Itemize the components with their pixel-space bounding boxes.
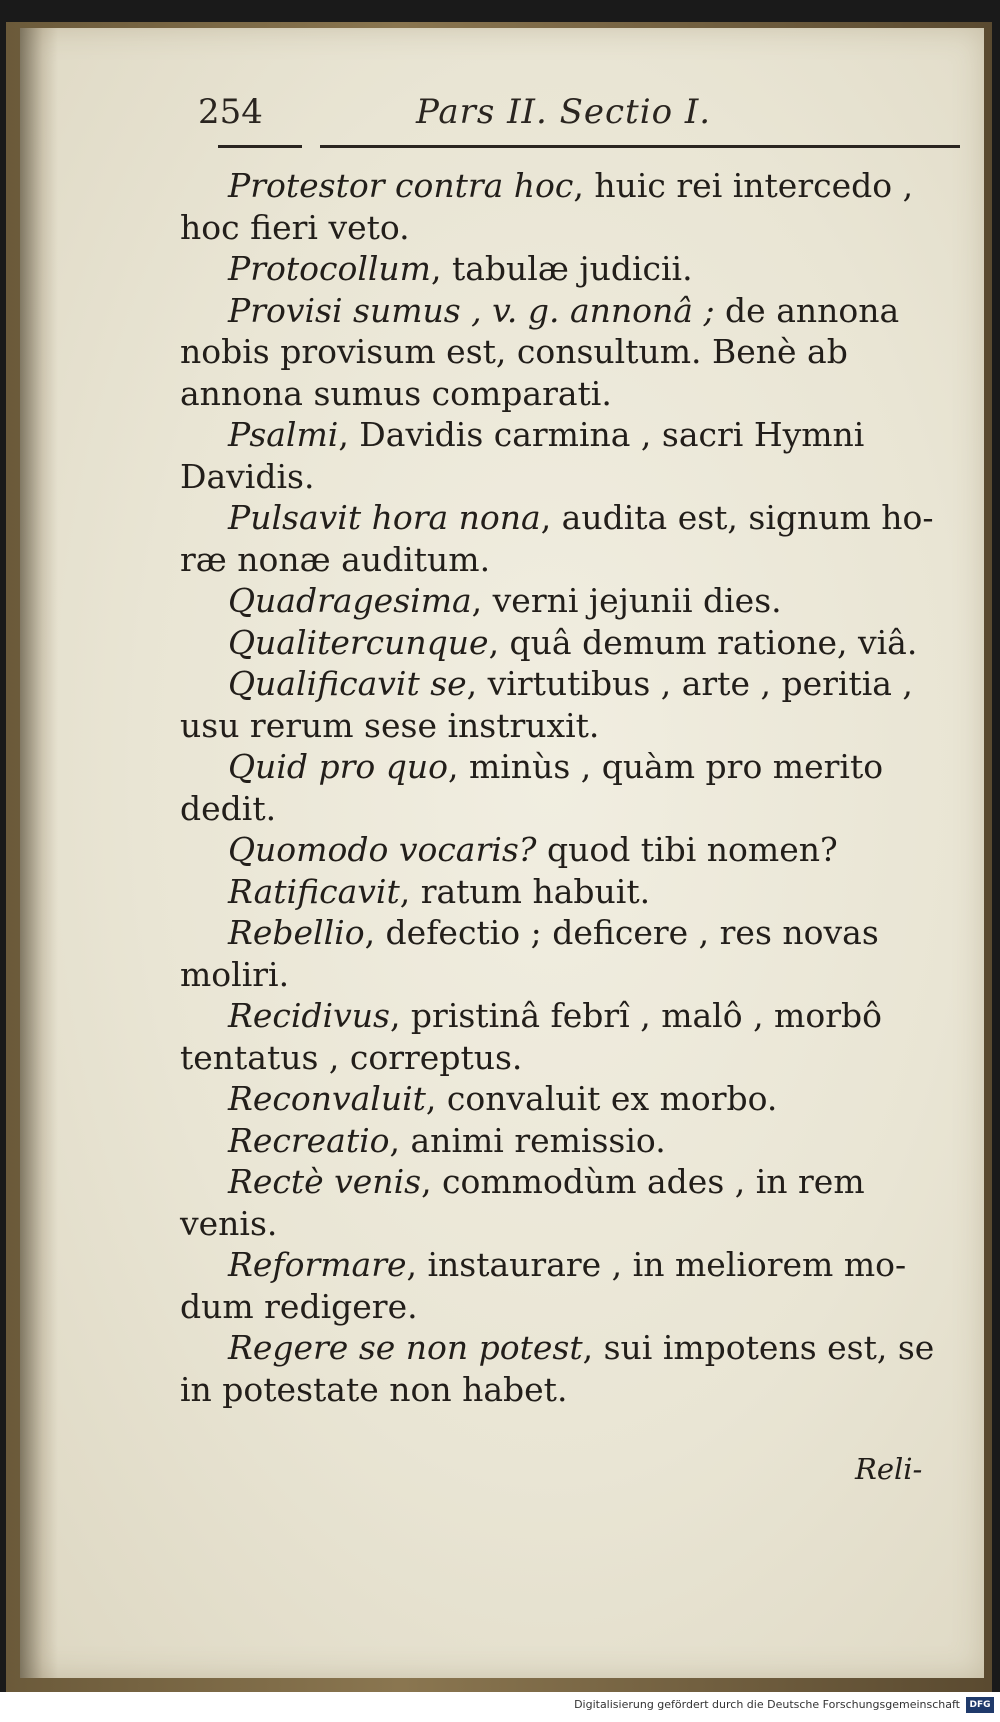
glossary-entry [180, 290, 955, 415]
glossary-entry [180, 1120, 955, 1162]
entry-definition: , Davidis carmina , sacri Hymni [338, 415, 865, 454]
entry-definition: , tabulæ judicii. [430, 249, 693, 288]
glossary-entry [180, 1161, 955, 1244]
entry-line [180, 497, 955, 539]
entry-definition: hoc fieri veto. [180, 207, 410, 247]
entry-line [180, 1120, 955, 1162]
entry-line [180, 871, 955, 913]
entry-line [180, 788, 955, 830]
entry-line [180, 1078, 955, 1120]
entry-line [180, 995, 955, 1037]
entry-definition: , animi remissio. [389, 1120, 666, 1160]
gutter-shadow [20, 28, 58, 1678]
entry-definition: , commodùm ades , in rem [421, 1162, 865, 1201]
entry-definition: , minùs , quàm pro merito [447, 747, 884, 786]
entry-line [180, 580, 955, 622]
entry-definition: dedit. [180, 788, 277, 828]
dfg-logo: DFG [966, 1697, 994, 1713]
entry-definition: usu rerum sese instruxit. [180, 705, 600, 745]
header-rule-long [320, 145, 960, 148]
entry-definition: quod tibi nomen? [536, 830, 838, 869]
entry-line [180, 1161, 955, 1203]
entry-line [180, 290, 955, 332]
entry-term: Qualificavit se [228, 664, 467, 703]
entry-definition: de annona [714, 290, 900, 330]
glossary-text [180, 165, 955, 1410]
entry-definition: , verni jejunii dies. [471, 581, 782, 620]
entry-line [180, 912, 955, 954]
entry-term: Rectè venis [228, 1162, 422, 1201]
entry-term: Quomodo vocaris? [228, 830, 537, 869]
entry-line [180, 414, 955, 456]
entry-line [180, 954, 955, 996]
entry-line [180, 829, 955, 871]
glossary-entry [180, 746, 955, 829]
entry-term: Pulsavit hora nona [228, 498, 541, 537]
entry-line [180, 1037, 955, 1079]
entry-definition: , ratum habuit. [399, 871, 651, 911]
glossary-entry [180, 1327, 955, 1410]
page-number: 254 [198, 92, 263, 132]
digitization-credit: Digitalisierung gefördert durch die Deutsche Forschungsgemeinschaft [574, 1698, 960, 1711]
entry-term: Psalmi [228, 415, 339, 454]
glossary-entry [180, 414, 955, 497]
entry-line [180, 622, 955, 664]
running-head: Pars II. Sectio I. [416, 92, 712, 132]
entry-definition: , audita est, signum ho- [540, 498, 934, 537]
entry-definition: , instaurare , in meliorem mo- [406, 1245, 907, 1284]
entry-definition: , convaluit ex morbo. [425, 1079, 778, 1118]
header-rule-short [218, 145, 302, 148]
entry-line [180, 746, 955, 788]
entry-definition: moliri. [180, 954, 290, 994]
entry-term: Regere se non potest [228, 1328, 583, 1367]
glossary-entry [180, 995, 955, 1078]
entry-term: Reformare [228, 1245, 407, 1284]
glossary-entry [180, 165, 955, 248]
glossary-entry [180, 663, 955, 746]
entry-term: Quadragesima [228, 581, 472, 620]
entry-term: Quid pro quo [228, 747, 448, 786]
glossary-entry [180, 497, 955, 580]
entry-definition: , defectio ; deficere , res novas [364, 913, 879, 952]
catchword: Reli- [855, 1452, 923, 1486]
entry-term: Ratificavit [228, 871, 400, 911]
entry-term: Recreatio [228, 1120, 390, 1160]
entry-definition: tentatus , correptus. [180, 1037, 523, 1077]
entry-definition: , virtutibus , arte , peritia , [466, 664, 913, 703]
footer-bar [0, 1692, 1000, 1722]
entry-definition: venis. [180, 1203, 278, 1243]
glossary-entry [180, 1244, 955, 1327]
entry-term: Qualitercunque [228, 622, 489, 662]
entry-line [180, 456, 955, 498]
entry-definition: , quâ demum ratione, viâ. [488, 622, 918, 662]
entry-line [180, 1286, 955, 1328]
entry-line [180, 207, 955, 249]
glossary-entry [180, 1078, 955, 1120]
glossary-entry [180, 622, 955, 664]
entry-line [180, 663, 955, 705]
entry-term: Protocollum [228, 249, 431, 288]
entry-line [180, 705, 955, 747]
entry-term: Protestor contra hoc [228, 166, 574, 205]
entry-line [180, 1369, 955, 1411]
entry-line [180, 1327, 955, 1369]
entry-term: Recidivus [228, 996, 390, 1035]
entry-term: Rebellio [228, 913, 365, 952]
entry-definition: Davidis. [180, 456, 315, 496]
entry-definition: nobis provisum est, consultum. Benè ab [180, 332, 848, 371]
glossary-entry [180, 829, 955, 871]
entry-line [180, 165, 955, 207]
entry-line [180, 539, 955, 581]
entry-definition: ræ nonæ auditum. [180, 539, 491, 579]
entry-definition: dum redigere. [180, 1286, 418, 1326]
entry-line [180, 1244, 955, 1286]
entry-line [180, 1203, 955, 1245]
entry-term: Reconvaluit [228, 1079, 426, 1118]
entry-term: Provisi sumus , v. g. annonâ ; [228, 290, 715, 330]
entry-line [180, 248, 955, 290]
entry-definition: , sui impotens est, se [582, 1328, 935, 1367]
entry-definition: in potestate non habet. [180, 1369, 568, 1409]
page-header [198, 92, 898, 142]
entry-definition: , pristinâ febrî , malô , morbô [389, 996, 882, 1035]
glossary-entry [180, 248, 955, 290]
entry-line [180, 331, 955, 373]
entry-definition: , huic rei intercedo , [573, 166, 914, 205]
glossary-entry [180, 580, 955, 622]
glossary-entry [180, 871, 955, 913]
entry-line [180, 373, 955, 415]
entry-definition: annona sumus comparati. [180, 373, 612, 413]
glossary-entry [180, 912, 955, 995]
